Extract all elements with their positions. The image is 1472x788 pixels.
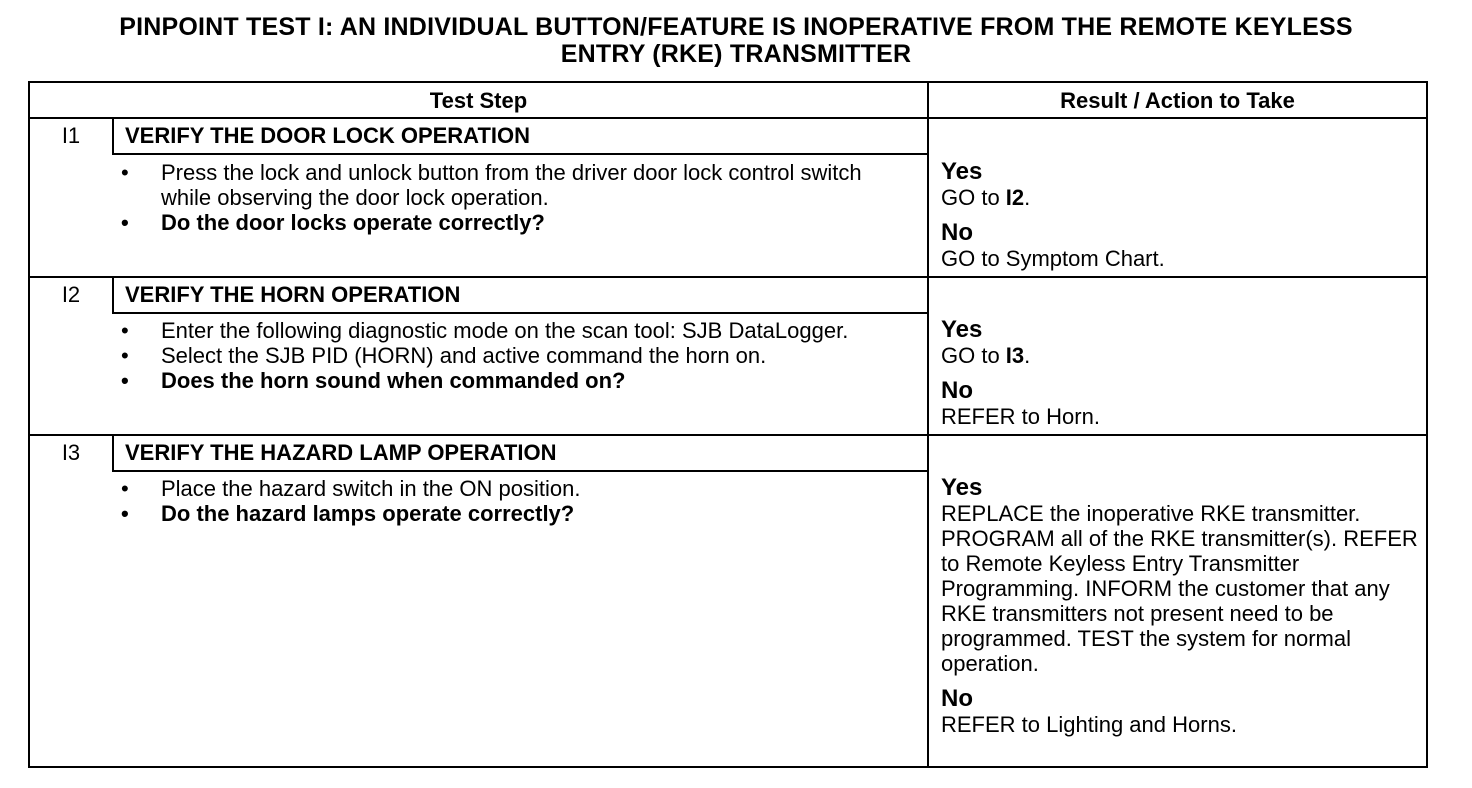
yes-action-suffix: . [1024,185,1031,210]
yes-action [941,185,1426,210]
page-title [0,14,1472,68]
header-result: Result / Action to Take [1060,88,1295,113]
step-title-divider [112,153,927,155]
step-result [941,475,1426,737]
step-result [941,159,1426,271]
instruction-text: Select the SJB PID (HORN) and active command the horn on. [161,343,767,368]
title-line-2: ENTRY (RKE) TRANSMITTER [560,40,912,68]
step-instructions [116,160,906,235]
step-id-divider [112,436,114,470]
instruction-text: Place the hazard switch in the ON position. [161,476,581,501]
question-text: Do the door locks operate correctly? [161,210,545,235]
step-id: I2 [61,282,81,307]
instruction-text: Enter the following diagnostic mode on the scan tool: SJB DataLogger. [161,318,849,343]
instruction-text: Press the lock and unlock button from the driver door lock control switch while observing the door lock operation. [161,160,862,210]
bullet-icon: • [121,476,129,501]
yes-action [941,343,1426,368]
no-action: REFER to Lighting and Horns. [941,712,1237,737]
header-test-step: Test Step [429,88,528,113]
yes-action: REPLACE the inoperative RKE transmitter. PROGRAM all of the RKE transmitter(s). REFER to Remote Keyless Entry Transmitter Programming. INFORM the customer that any RKE transmitters not present need to be programmed. TEST the system for normal operation. [941,501,1418,676]
step-title: VERIFY THE HAZARD LAMP OPERATION [125,440,557,465]
instruction-item [116,318,906,343]
no-label: No [941,219,973,246]
step-title: VERIFY THE HORN OPERATION [125,282,461,307]
instruction-item [116,160,906,210]
step-result [941,317,1426,429]
instruction-question [116,501,906,526]
title-line-1: PINPOINT TEST I: AN INDIVIDUAL BUTTON/FEATURE IS INOPERATIVE FROM THE REMOTE KEYLESS [119,13,1353,41]
step-instructions [116,476,906,526]
no-action: GO to Symptom Chart. [941,246,1165,271]
bullet-icon: • [121,368,129,393]
step-title: VERIFY THE DOOR LOCK OPERATION [125,123,530,148]
step-id-divider [112,278,114,312]
no-label: No [941,685,973,712]
no-label: No [941,377,973,404]
yes-action-prefix: GO to [941,185,1006,210]
step-id: I1 [61,123,81,148]
yes-label: Yes [941,474,983,501]
column-divider [927,83,929,766]
bullet-icon: • [121,210,129,235]
step-title-divider [112,470,927,472]
bullet-icon: • [121,343,129,368]
no-action: REFER to Horn. [941,404,1100,429]
question-text: Does the horn sound when commanded on? [161,368,626,393]
bullet-icon: • [121,318,129,343]
step-id: I3 [61,440,81,465]
instruction-item [116,476,906,501]
question-text: Do the hazard lamps operate correctly? [161,501,575,526]
instruction-item [116,343,906,368]
yes-action-prefix: GO to [941,343,1006,368]
instruction-question [116,210,906,235]
instruction-question [116,368,906,393]
yes-action-ref: I3 [1005,343,1025,368]
bullet-icon: • [121,160,129,185]
step-id-divider [112,119,114,153]
yes-label: Yes [941,158,983,185]
step-instructions [116,318,906,393]
yes-label: Yes [941,316,983,343]
pinpoint-test-table [28,81,1428,768]
step-title-divider [112,312,927,314]
yes-action-suffix: . [1024,343,1031,368]
yes-action-ref: I2 [1005,185,1025,210]
bullet-icon: • [121,501,129,526]
